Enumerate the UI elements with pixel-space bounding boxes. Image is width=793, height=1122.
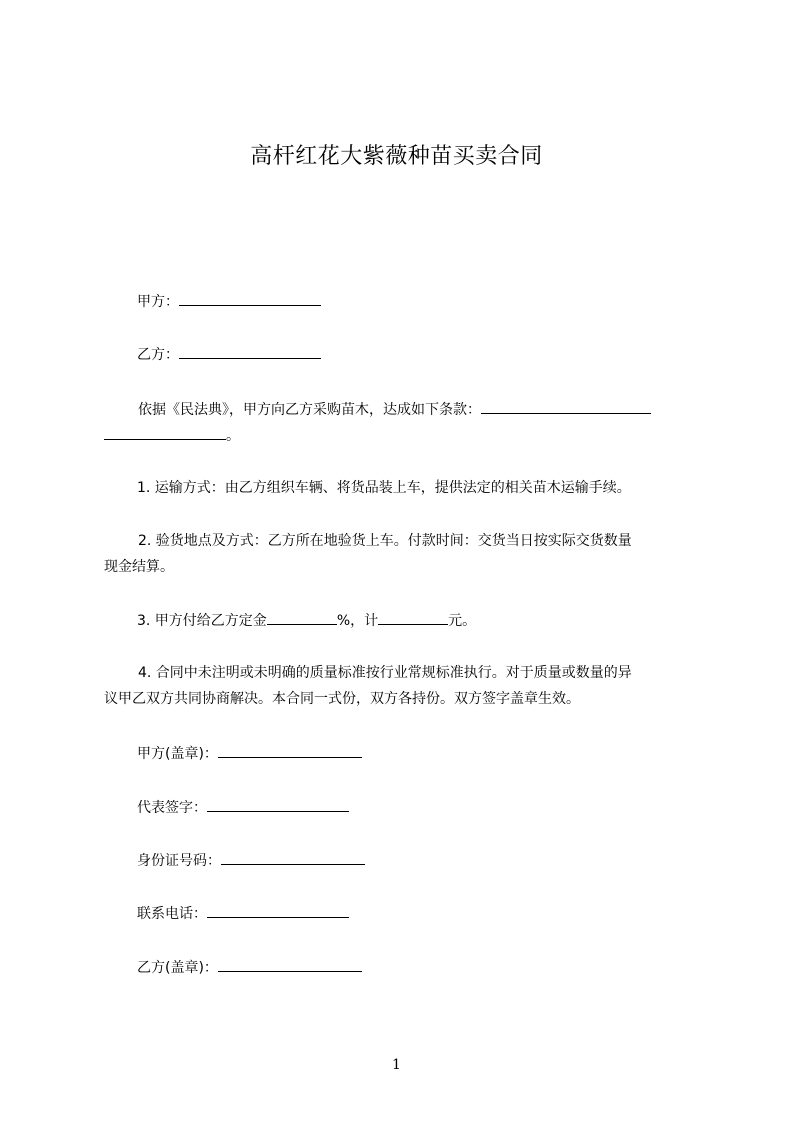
sign-rep-label: 代表签字： bbox=[137, 800, 207, 816]
party-a-label: 甲方： bbox=[137, 294, 179, 310]
party-b-blank bbox=[179, 344, 321, 359]
sign-phone-label: 联系电话： bbox=[137, 906, 207, 922]
clause-3-text-a: 3. 甲方付给乙方定金 bbox=[137, 613, 267, 629]
page-number: 1 bbox=[392, 1057, 401, 1073]
sign-party-b-label: 乙方(盖章)： bbox=[137, 960, 218, 976]
clause-1: 1. 运输方式：由乙方组织车辆、将货品装上车，提供法定的相关苗木运输手续。 bbox=[137, 480, 631, 496]
clause-2-line-1: 2. 验货地点及方式：乙方所在地验货上车。付款时间：交货当日按实际交货数量 bbox=[138, 533, 632, 549]
deposit-amount-blank bbox=[378, 610, 448, 625]
party-a-blank bbox=[179, 291, 321, 306]
sign-id-label: 身份证号码： bbox=[137, 853, 221, 869]
clause-3-text-c: 元。 bbox=[448, 613, 477, 629]
sign-party-a-label: 甲方(盖章)： bbox=[137, 746, 218, 762]
sign-party-b-blank bbox=[218, 957, 362, 972]
clause-2-line-2: 现金结算。 bbox=[104, 559, 174, 575]
party-a-line bbox=[137, 291, 321, 312]
intro-line-2 bbox=[104, 425, 240, 446]
sign-id-blank bbox=[221, 850, 365, 865]
sign-party-a-line bbox=[137, 743, 362, 764]
intro-line-1 bbox=[138, 399, 651, 420]
clause-3-text-b: %，计 bbox=[336, 613, 379, 629]
sign-party-a-blank bbox=[218, 743, 362, 758]
party-b-label: 乙方： bbox=[137, 347, 179, 363]
intro-text: 依据《民法典》，甲方向乙方采购苗木，达成如下条款： bbox=[138, 402, 481, 418]
contract-title: 高杆红花大紫薇种苗买卖合同 bbox=[250, 144, 543, 169]
clause-4-line-1: 4. 合同中未注明或未明确的质量标准按行业常规标准执行。对于质量或数量的异 bbox=[138, 665, 632, 681]
intro-end: 。 bbox=[226, 428, 240, 444]
intro-blank-1 bbox=[481, 399, 651, 414]
sign-phone-line bbox=[137, 903, 349, 924]
deposit-percent-blank bbox=[267, 610, 337, 625]
clause-3 bbox=[137, 610, 476, 631]
sign-rep-blank bbox=[207, 797, 349, 812]
sign-rep-line bbox=[137, 797, 349, 818]
party-b-line bbox=[137, 344, 321, 365]
sign-party-b-line bbox=[137, 957, 362, 978]
intro-blank-2 bbox=[104, 425, 226, 440]
clause-4-line-2: 议甲乙双方共同协商解决。本合同一式份，双方各持份。双方签字盖章生效。 bbox=[104, 691, 580, 707]
sign-id-line bbox=[137, 850, 365, 871]
sign-phone-blank bbox=[207, 903, 349, 918]
